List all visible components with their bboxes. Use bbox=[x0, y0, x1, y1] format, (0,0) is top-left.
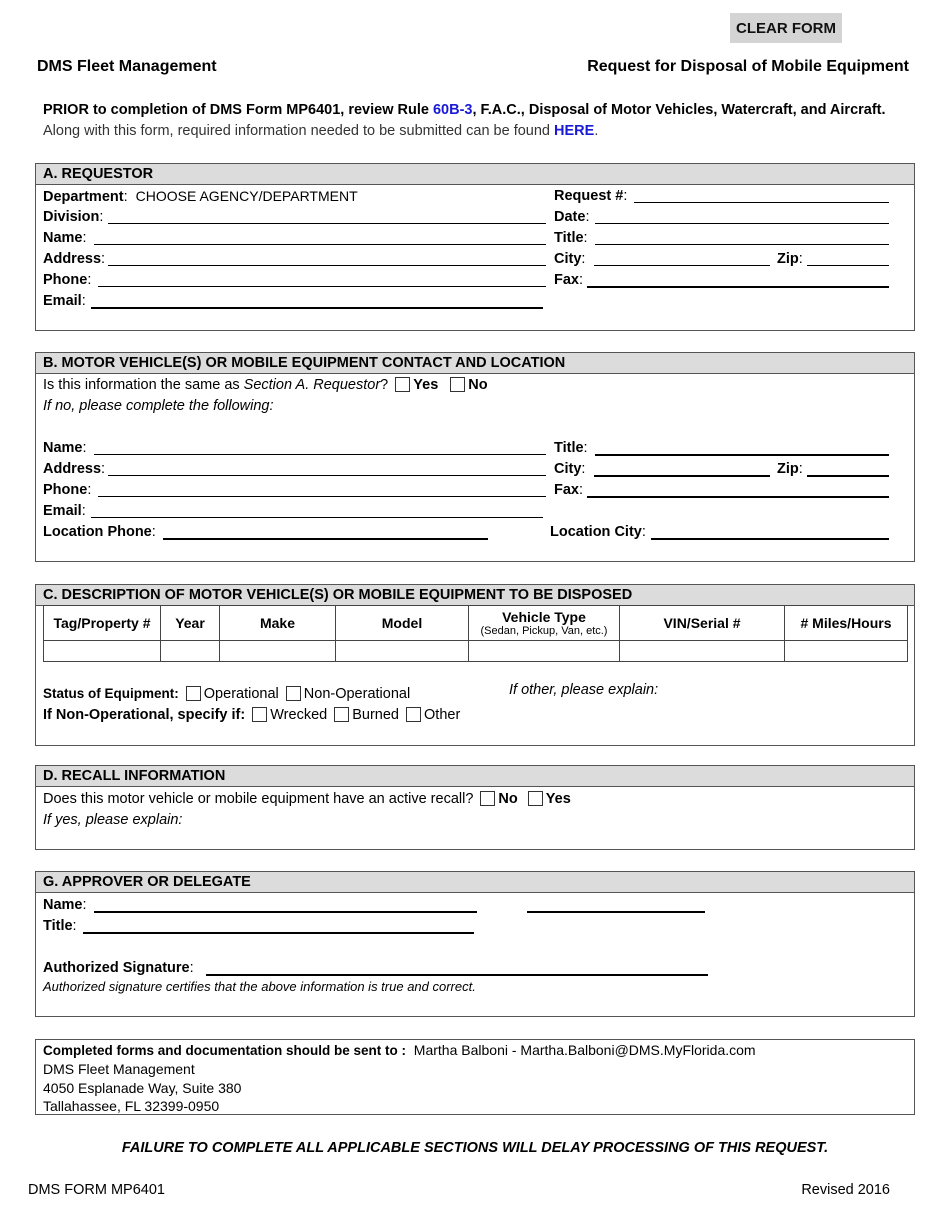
approver-extra-field[interactable] bbox=[527, 911, 705, 913]
tag-cell[interactable] bbox=[44, 641, 161, 662]
division-label: Division bbox=[43, 209, 100, 225]
footer-revised: Revised 2016 bbox=[801, 1182, 890, 1198]
name-label: Name bbox=[43, 230, 83, 246]
request-field[interactable] bbox=[634, 202, 889, 203]
division-field[interactable] bbox=[108, 223, 546, 224]
section-contact-location: B. MOTOR VEHICLE(S) OR MOBILE EQUIPMENT CONTACT AND LOCATION Is this information the same as Section A. Requestor? Yes No If no, please complete the following: Name: Address: Phone: Email: Location Phone: Title: City: Zip: Fax: Location City: bbox=[35, 352, 915, 562]
equipment-table-header bbox=[44, 606, 908, 641]
zip-label: Zip bbox=[777, 251, 799, 267]
zip-field[interactable] bbox=[807, 265, 889, 266]
contact-zip-field[interactable] bbox=[807, 475, 889, 477]
department-label: Department bbox=[43, 189, 124, 205]
intro-bold-rest: , F.A.C., Disposal of Motor Vehicles, Watercraft, and Aircraft. bbox=[472, 102, 886, 118]
non-operational-label: Non-Operational bbox=[303, 686, 411, 702]
recall-yes-checkbox[interactable] bbox=[528, 791, 543, 806]
contact-address-label: Address bbox=[43, 461, 102, 477]
burned-label: Burned bbox=[352, 707, 399, 723]
contact-title-label: Title bbox=[554, 440, 584, 456]
contact-name-field[interactable] bbox=[94, 454, 546, 455]
location-city-field[interactable] bbox=[651, 538, 889, 540]
section-b-title: B. MOTOR VEHICLE(S) OR MOBILE EQUIPMENT CONTACT AND LOCATION bbox=[36, 353, 914, 374]
email-field[interactable] bbox=[91, 307, 543, 309]
section-approver: G. APPROVER OR DELEGATE Name: Title: Authorized Signature: Authorized signature certifies that the above information is true and correct. bbox=[35, 871, 915, 1017]
date-field[interactable] bbox=[595, 223, 889, 224]
location-phone-label: Location Phone bbox=[43, 524, 152, 540]
same-question-suffix: ? bbox=[380, 377, 389, 393]
recall-yes-label: Yes bbox=[545, 791, 571, 807]
contact-phone-field[interactable] bbox=[98, 496, 546, 497]
col-vehicle-type bbox=[469, 606, 620, 641]
send-to-label: Completed forms and documentation should be sent to : bbox=[43, 1043, 407, 1058]
burned-checkbox[interactable] bbox=[334, 707, 349, 722]
wrecked-label: Wrecked bbox=[270, 707, 328, 723]
here-link[interactable]: HERE bbox=[554, 123, 595, 139]
fax-label: Fax bbox=[554, 272, 579, 288]
approver-name-label: Name bbox=[43, 897, 83, 913]
section-equipment-description bbox=[35, 584, 915, 746]
contact-email-label: Email bbox=[43, 503, 82, 519]
contact-name-label: Name bbox=[43, 440, 83, 456]
certify-text: Authorized signature certifies that the above information is true and correct. bbox=[43, 979, 476, 994]
name-field[interactable] bbox=[94, 244, 546, 245]
approver-title-label: Title bbox=[43, 918, 73, 934]
section-requestor: A. REQUESTOR Department: CHOOSE AGENCY/DEPARTMENT Division: Name: Address: Phone: Email: Request #: Date: Title: City: Zip: Fax: bbox=[35, 163, 915, 331]
same-yes-label: Yes bbox=[413, 377, 439, 393]
col-vehicle-type-sub: (Sedan, Pickup, Van, etc.) bbox=[480, 625, 608, 637]
rule-link[interactable]: 60B-3 bbox=[432, 102, 473, 118]
send-to-line2: 4050 Esplanade Way, Suite 380 bbox=[43, 1080, 242, 1096]
footer-form-id: DMS FORM MP6401 bbox=[28, 1182, 165, 1198]
vin-cell[interactable] bbox=[620, 641, 785, 662]
operational-label: Operational bbox=[203, 686, 279, 702]
section-c-title: C. DESCRIPTION OF MOTOR VEHICLE(S) OR MOBILE EQUIPMENT TO BE DISPOSED bbox=[36, 585, 914, 606]
same-no-label: No bbox=[468, 377, 488, 393]
non-operational-checkbox[interactable] bbox=[286, 686, 301, 701]
col-make: Make bbox=[220, 606, 336, 641]
intro-plain: Along with this form, required information needed to be submitted can be found bbox=[43, 123, 555, 139]
col-tag: Tag/Property # bbox=[44, 606, 161, 641]
contact-address-field[interactable] bbox=[108, 475, 546, 476]
operational-checkbox[interactable] bbox=[186, 686, 201, 701]
intro-period: . bbox=[594, 123, 599, 139]
model-cell[interactable] bbox=[336, 641, 469, 662]
location-phone-field[interactable] bbox=[163, 538, 488, 540]
city-label: City bbox=[554, 251, 582, 267]
same-yes-checkbox[interactable] bbox=[395, 377, 410, 392]
send-to-line3: Tallahassee, FL 32399-0950 bbox=[43, 1098, 220, 1114]
city-field[interactable] bbox=[594, 265, 770, 266]
if-other-explain: If other, please explain: bbox=[509, 682, 659, 698]
col-year: Year bbox=[161, 606, 220, 641]
send-to-box bbox=[35, 1039, 915, 1115]
department-select[interactable]: CHOOSE AGENCY/DEPARTMENT bbox=[135, 188, 358, 204]
if-yes-explain: If yes, please explain: bbox=[43, 812, 183, 828]
contact-fax-label: Fax bbox=[554, 482, 579, 498]
intro-text bbox=[43, 100, 923, 142]
make-cell[interactable] bbox=[220, 641, 336, 662]
form-title: Request for Disposal of Mobile Equipment bbox=[587, 58, 909, 75]
phone-field[interactable] bbox=[98, 286, 546, 287]
header-org: DMS Fleet Management bbox=[37, 58, 217, 75]
same-no-checkbox[interactable] bbox=[450, 377, 465, 392]
signature-label: Authorized Signature bbox=[43, 960, 190, 976]
recall-no-label: No bbox=[498, 791, 518, 807]
non-op-label: If Non-Operational, specify if: bbox=[43, 707, 246, 723]
contact-city-field[interactable] bbox=[594, 475, 770, 477]
same-question-prefix: Is this information the same as bbox=[43, 377, 244, 393]
other-label: Other bbox=[424, 707, 461, 723]
intro-prefix: PRIOR to completion of DMS Form MP6401, review Rule bbox=[43, 102, 433, 118]
approver-name-field[interactable] bbox=[94, 911, 477, 913]
section-g-title: G. APPROVER OR DELEGATE bbox=[36, 872, 914, 893]
col-miles: # Miles/Hours bbox=[785, 606, 908, 641]
same-question-ref: Section A. Requestor bbox=[243, 377, 381, 393]
table-row bbox=[44, 641, 908, 662]
col-vehicle-type-label: Vehicle Type bbox=[502, 609, 586, 625]
approver-title-field[interactable] bbox=[83, 932, 474, 934]
address-field[interactable] bbox=[108, 265, 546, 266]
equipment-table bbox=[43, 605, 908, 662]
send-to-contact: Martha Balboni - Martha.Balboni@DMS.MyFlorida.com bbox=[413, 1042, 756, 1058]
other-checkbox[interactable] bbox=[406, 707, 421, 722]
contact-fax-field[interactable] bbox=[587, 496, 889, 498]
address-label: Address bbox=[43, 251, 102, 267]
vehicle-type-cell[interactable] bbox=[469, 641, 620, 662]
date-label: Date bbox=[554, 209, 586, 225]
year-cell[interactable] bbox=[161, 641, 220, 662]
contact-city-label: City bbox=[554, 461, 582, 477]
signature-field[interactable] bbox=[206, 974, 708, 976]
section-recall bbox=[35, 765, 915, 850]
miles-cell[interactable] bbox=[785, 641, 908, 662]
title-field[interactable] bbox=[595, 244, 889, 245]
fax-field[interactable] bbox=[587, 286, 889, 288]
wrecked-checkbox[interactable] bbox=[252, 707, 267, 722]
phone-label: Phone bbox=[43, 272, 88, 288]
title-label: Title bbox=[554, 230, 584, 246]
contact-phone-label: Phone bbox=[43, 482, 88, 498]
col-vin: VIN/Serial # bbox=[620, 606, 785, 641]
contact-email-field[interactable] bbox=[91, 517, 543, 518]
clear-form-button[interactable]: CLEAR FORM bbox=[730, 13, 842, 43]
email-label: Email bbox=[43, 293, 82, 309]
section-a-title: A. REQUESTOR bbox=[36, 164, 914, 185]
warning-text: FAILURE TO COMPLETE ALL APPLICABLE SECTIONS WILL DELAY PROCESSING OF THIS REQUEST. bbox=[121, 1140, 829, 1156]
col-model: Model bbox=[336, 606, 469, 641]
if-no-instruction: If no, please complete the following: bbox=[43, 398, 274, 414]
location-city-label: Location City bbox=[550, 524, 642, 540]
section-d-title: D. RECALL INFORMATION bbox=[36, 766, 914, 787]
status-label: Status of Equipment: bbox=[43, 686, 179, 701]
recall-question: Does this motor vehicle or mobile equipment have an active recall? bbox=[43, 791, 474, 807]
send-to-line1: DMS Fleet Management bbox=[43, 1061, 195, 1077]
request-label: Request # bbox=[554, 188, 624, 204]
contact-title-field[interactable] bbox=[595, 454, 889, 456]
recall-no-checkbox[interactable] bbox=[480, 791, 495, 806]
contact-zip-label: Zip bbox=[777, 461, 799, 477]
